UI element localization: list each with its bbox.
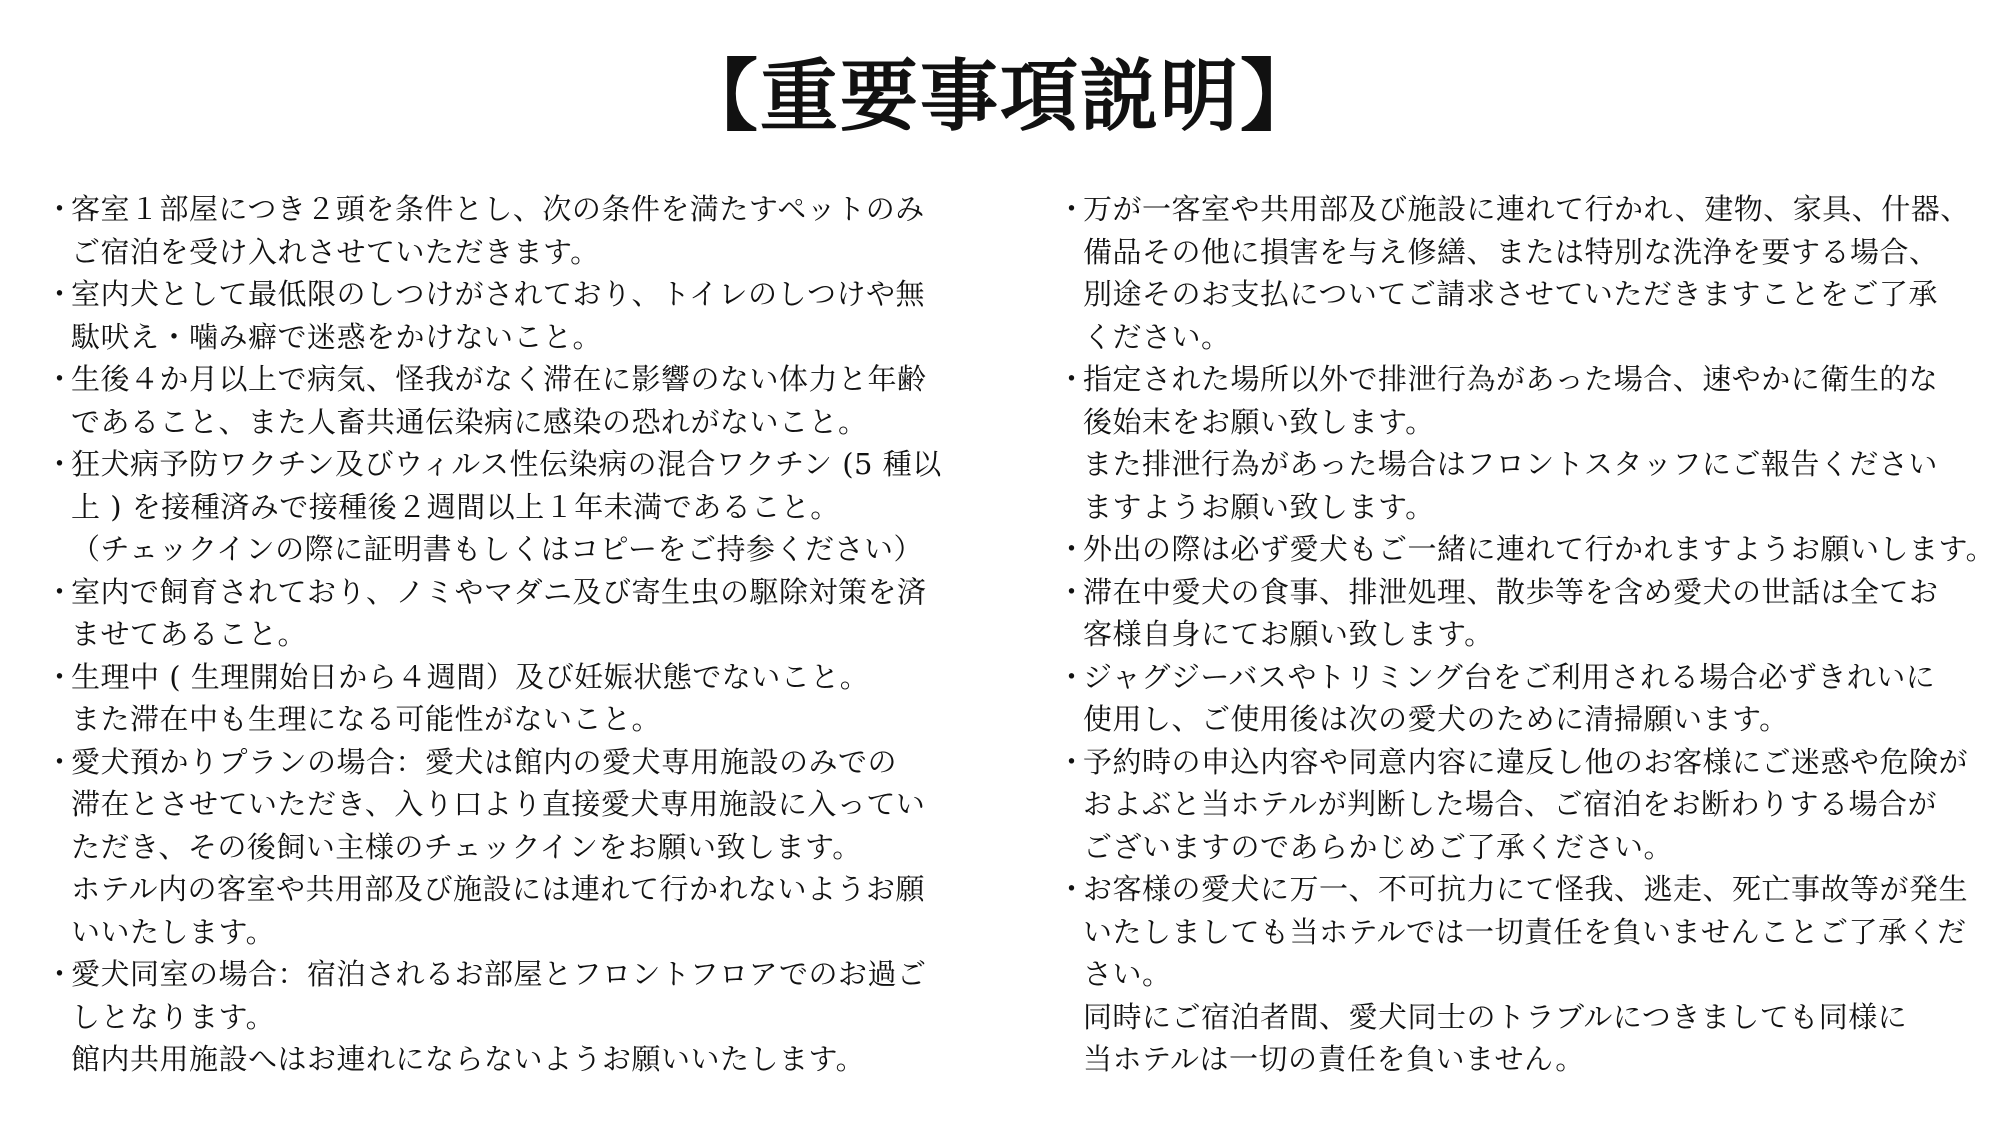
bullet-marker: ・: [45, 192, 75, 226]
list-item: [1057, 868, 1992, 1081]
list-item-line: 備品その他に損害を与え修繕、または特別な洗浄を要する場合、: [1083, 234, 1939, 269]
bullet-marker: ・: [45, 447, 75, 481]
list-item: [45, 656, 945, 741]
list-item-line: であること、また人畜共通伝染病に感染の恐れがないこと。: [71, 404, 868, 439]
list-item-line: 愛犬同室の場合：宿泊されるお部屋とフロントフロアでのお過ご: [71, 957, 927, 991]
list-item: [45, 741, 945, 954]
list-item-line: お客様の愛犬に万一、不可抗力にて怪我、逃走、死亡事故等が発生: [1083, 872, 1969, 906]
bullet-marker: ・: [1057, 659, 1087, 694]
page-title: 【重要事項説明】: [679, 51, 1320, 142]
list-item-line: 後始末をお願い致します。: [1083, 404, 1435, 439]
list-item: [45, 571, 945, 656]
bullet-marker: ・: [45, 957, 75, 991]
list-item-line: 同時にご宿泊者間、愛犬同士のトラブルにつきましても同様に: [1083, 999, 1908, 1034]
list-item-line: 駄吠え・噛み癖で迷惑をかけないこと。: [71, 319, 603, 354]
list-item-line: 客室１部屋につき２頭を条件とし、次の条件を満たすペットのみ: [71, 192, 925, 226]
list-item-line: 室内で飼育されており、ノミやマダニ及び寄生虫の駆除対策を済: [71, 574, 927, 609]
list-item-line: ご宿泊を受け入れさせていただきます。: [71, 234, 600, 269]
bullet-marker: ・: [45, 659, 75, 694]
list-item-line: ますようお願い致します。: [1083, 489, 1435, 524]
list-item-line: 使用し、ご使用後は次の愛犬のために清掃願います。: [1083, 702, 1789, 736]
list-item-line: 室内犬として最低限のしつけがされており、トイレのしつけや無: [71, 277, 926, 311]
bullet-marker: ・: [1057, 574, 1087, 609]
list-item-line: 狂犬病予防ワクチン及びウィルス性伝染病の混合ワクチン (5 種以: [71, 447, 942, 481]
list-item: [1057, 656, 1992, 741]
list-item-line: 指定された場所以外で排泄行為があった場合、速やかに衛生的な: [1083, 362, 1939, 396]
list-item-line: いたしましても当ホテルでは一切責任を負いませんことご了承くだ: [1083, 914, 1967, 949]
right-column: [1057, 188, 1996, 1081]
bullet-marker: ・: [1057, 192, 1087, 226]
list-item: [45, 188, 945, 273]
list-item: [1057, 358, 1992, 528]
list-item: [45, 443, 945, 571]
list-item: [45, 358, 945, 443]
list-item-line: 滞在とさせていただき、入り口より直接愛犬専用施設に入ってい: [71, 787, 926, 821]
bullet-marker: ・: [45, 362, 75, 396]
list-item-line: いいたします。: [71, 914, 276, 949]
list-item-line: また排泄行為があった場合はフロントスタッフにご報告ください: [1083, 447, 1938, 481]
list-item-line: ください。: [1083, 319, 1231, 354]
bullet-marker: ・: [45, 574, 75, 609]
bullet-marker: ・: [1057, 532, 1087, 566]
list-item: [1057, 571, 1992, 656]
list-item-line: （チェックインの際に証明書もしくはコピーをご持参ください）: [71, 532, 924, 566]
bullet-marker: ・: [1057, 744, 1087, 779]
list-item-line: また滞在中も生理になる可能性がないこと。: [71, 702, 662, 736]
list-item-line: 上 ) を接種済みで接種後２週間以上１年未満であること。: [71, 489, 840, 524]
list-item-line: ただき、その後飼い主様のチェックインをお願い致します。: [71, 829, 862, 864]
list-item-line: 愛犬預かりプランの場合：愛犬は館内の愛犬専用施設のみでの: [71, 744, 898, 779]
list-item-line: ございますのであらかじめご了承ください。: [1083, 829, 1674, 864]
list-item-line: ジャグジーバスやトリミング台をご利用される場合必ずきれいに: [1083, 659, 1936, 694]
list-item-line: 生理中 ( 生理開始日から４週間）及び妊娠状態でないこと。: [71, 659, 870, 694]
list-item-line: 館内共用施設へはお連れにならないようお願いいたします。: [71, 1042, 866, 1076]
bullet-marker: ・: [45, 744, 75, 779]
list-item-line: しとなります。: [71, 999, 276, 1034]
bullet-marker: ・: [45, 277, 75, 311]
list-item-line: およぶと当ホテルが判断した場合、ご宿泊をお断わりする場合が: [1083, 787, 1938, 821]
list-item-line: 万が一客室や共用部及び施設に連れて行かれ、建物、家具、什器、: [1083, 192, 1970, 226]
list-item-line: さい。: [1083, 957, 1172, 991]
list-item: [45, 273, 945, 358]
list-item-line: 生後４か月以上で病気、怪我がなく滞在に影響のない体力と年齢: [71, 362, 927, 396]
bullet-marker: ・: [1057, 362, 1087, 396]
list-item-line: 滞在中愛犬の食事、排泄処理、散歩等を含め愛犬の世話は全てお: [1083, 574, 1939, 609]
list-item-line: 予約時の申込内容や同意内容に違反し他のお客様にご迷惑や危険が: [1083, 744, 1969, 779]
list-item-line: 別途そのお支払についてご請求させていただきますことをご了承: [1083, 277, 1938, 311]
list-item: [1057, 528, 1996, 571]
list-item: [1057, 741, 1992, 869]
list-item-line: ませてあること。: [71, 617, 308, 651]
list-item: [1057, 188, 1992, 358]
list-item-line: 客様自身にてお願い致します。: [1083, 617, 1494, 651]
left-column: [45, 188, 945, 1081]
bullet-marker: ・: [1057, 872, 1087, 906]
list-item-line: 外出の際は必ず愛犬もご一緒に連れて行かれますようお願いします。: [1083, 532, 1996, 566]
list-item: [45, 953, 945, 1081]
list-item-line: ホテル内の客室や共用部及び施設には連れて行かれないようお願: [71, 872, 926, 906]
list-item-line: 当ホテルは一切の責任を負いません。: [1083, 1042, 1585, 1076]
